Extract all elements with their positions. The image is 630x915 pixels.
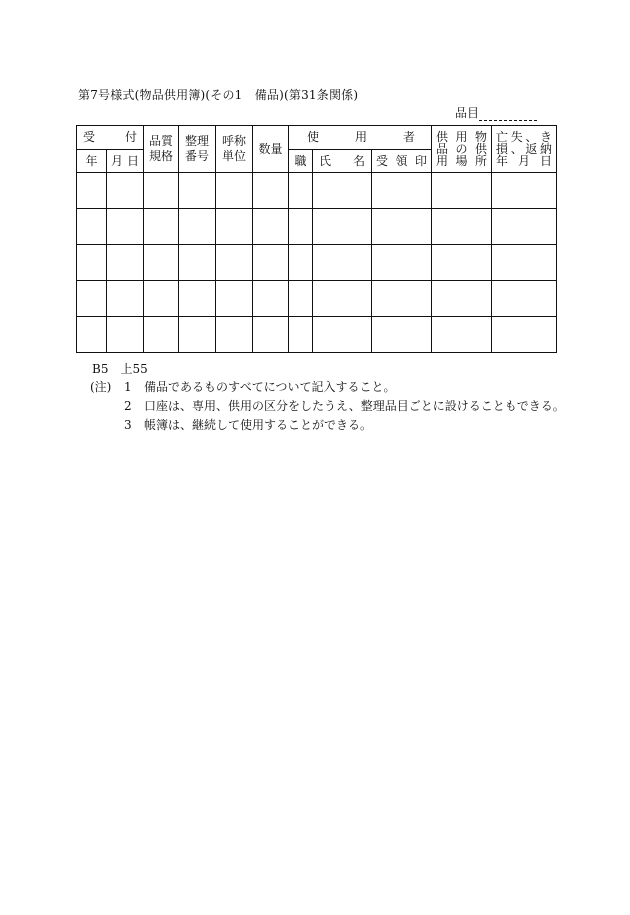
table-row bbox=[77, 245, 557, 281]
cell[interactable] bbox=[77, 245, 107, 281]
item-name-field[interactable] bbox=[455, 104, 537, 121]
cell[interactable] bbox=[492, 209, 557, 245]
paper-size-code: B5 上55 bbox=[92, 362, 148, 376]
cell[interactable] bbox=[313, 209, 372, 245]
cell[interactable] bbox=[253, 173, 289, 209]
note-item bbox=[90, 397, 565, 416]
cell[interactable] bbox=[77, 173, 107, 209]
cell[interactable] bbox=[107, 209, 144, 245]
cell[interactable] bbox=[107, 317, 144, 353]
cell[interactable] bbox=[144, 245, 179, 281]
cell[interactable] bbox=[144, 173, 179, 209]
cell[interactable] bbox=[313, 281, 372, 317]
header-month-day: 月 日 bbox=[107, 150, 144, 173]
table-row bbox=[77, 173, 557, 209]
cell[interactable] bbox=[492, 317, 557, 353]
note-item bbox=[90, 378, 565, 397]
cell[interactable] bbox=[216, 281, 253, 317]
cell[interactable] bbox=[77, 317, 107, 353]
cell[interactable] bbox=[179, 209, 216, 245]
cell[interactable] bbox=[289, 245, 313, 281]
cell[interactable] bbox=[216, 173, 253, 209]
header-management-no: 整理 番号 bbox=[179, 126, 216, 173]
note-text: 帳簿は、継続して使用することができる。 bbox=[144, 418, 373, 432]
note-text: 備品であるものすべてについて記入すること。 bbox=[144, 380, 396, 394]
cell[interactable] bbox=[77, 281, 107, 317]
header-user: 使 用 者 bbox=[289, 126, 432, 150]
cell[interactable] bbox=[216, 317, 253, 353]
cell[interactable] bbox=[432, 245, 492, 281]
header-user-seal: 受 領 印 bbox=[372, 150, 432, 173]
ledger-table bbox=[76, 125, 557, 353]
cell[interactable] bbox=[372, 317, 432, 353]
form-title: 第7号様式(物品供用簿)(その1 備品)(第31条関係) bbox=[78, 88, 359, 102]
cell[interactable] bbox=[144, 209, 179, 245]
note-text: 口座は、専用、供用の区分をしたうえ、整理品目ごとに設けることもできる。 bbox=[144, 399, 565, 413]
header-place: 供 用 物 品 の 供 用 場 所 bbox=[432, 126, 492, 173]
notes-label: (注) bbox=[90, 380, 112, 394]
cell[interactable] bbox=[313, 317, 372, 353]
cell[interactable] bbox=[144, 317, 179, 353]
cell[interactable] bbox=[492, 245, 557, 281]
table-row bbox=[77, 281, 557, 317]
item-blank-line bbox=[479, 108, 537, 121]
cell[interactable] bbox=[313, 245, 372, 281]
cell[interactable] bbox=[216, 209, 253, 245]
table-row bbox=[77, 209, 557, 245]
cell[interactable] bbox=[289, 209, 313, 245]
cell[interactable] bbox=[432, 317, 492, 353]
table-row bbox=[77, 317, 557, 353]
cell[interactable] bbox=[372, 281, 432, 317]
header-user-position: 職 bbox=[289, 150, 313, 173]
header-user-name: 氏 名 bbox=[313, 150, 372, 173]
header-year: 年 bbox=[77, 150, 107, 173]
cell[interactable] bbox=[144, 281, 179, 317]
cell[interactable] bbox=[372, 209, 432, 245]
cell[interactable] bbox=[492, 281, 557, 317]
cell[interactable] bbox=[253, 281, 289, 317]
cell[interactable] bbox=[289, 173, 313, 209]
header-receipt: 受 付 bbox=[77, 126, 144, 150]
note-item bbox=[90, 416, 565, 435]
cell[interactable] bbox=[289, 317, 313, 353]
cell[interactable] bbox=[432, 209, 492, 245]
note-number: 2 bbox=[124, 399, 132, 413]
cell[interactable] bbox=[253, 245, 289, 281]
cell[interactable] bbox=[253, 317, 289, 353]
notes bbox=[90, 378, 565, 435]
cell[interactable] bbox=[372, 173, 432, 209]
cell[interactable] bbox=[179, 245, 216, 281]
cell[interactable] bbox=[107, 245, 144, 281]
note-number: 1 bbox=[124, 380, 132, 394]
header-unit-name: 呼称 単位 bbox=[216, 126, 253, 173]
header-quantity: 数量 bbox=[253, 126, 289, 173]
cell[interactable] bbox=[77, 209, 107, 245]
cell[interactable] bbox=[313, 173, 372, 209]
cell[interactable] bbox=[107, 281, 144, 317]
cell[interactable] bbox=[179, 281, 216, 317]
item-label: 品目 bbox=[455, 106, 480, 120]
header-row-top bbox=[77, 126, 557, 150]
cell[interactable] bbox=[492, 173, 557, 209]
cell[interactable] bbox=[107, 173, 144, 209]
cell[interactable] bbox=[216, 245, 253, 281]
cell[interactable] bbox=[432, 281, 492, 317]
cell[interactable] bbox=[289, 281, 313, 317]
cell[interactable] bbox=[432, 173, 492, 209]
header-quality-spec: 品質 規格 bbox=[144, 126, 179, 173]
cell[interactable] bbox=[179, 317, 216, 353]
cell[interactable] bbox=[372, 245, 432, 281]
cell[interactable] bbox=[179, 173, 216, 209]
note-number: 3 bbox=[124, 418, 132, 432]
header-loss-return: 亡 失 、 き 損 、 返 納 年 月 日 bbox=[492, 126, 557, 173]
cell[interactable] bbox=[253, 209, 289, 245]
